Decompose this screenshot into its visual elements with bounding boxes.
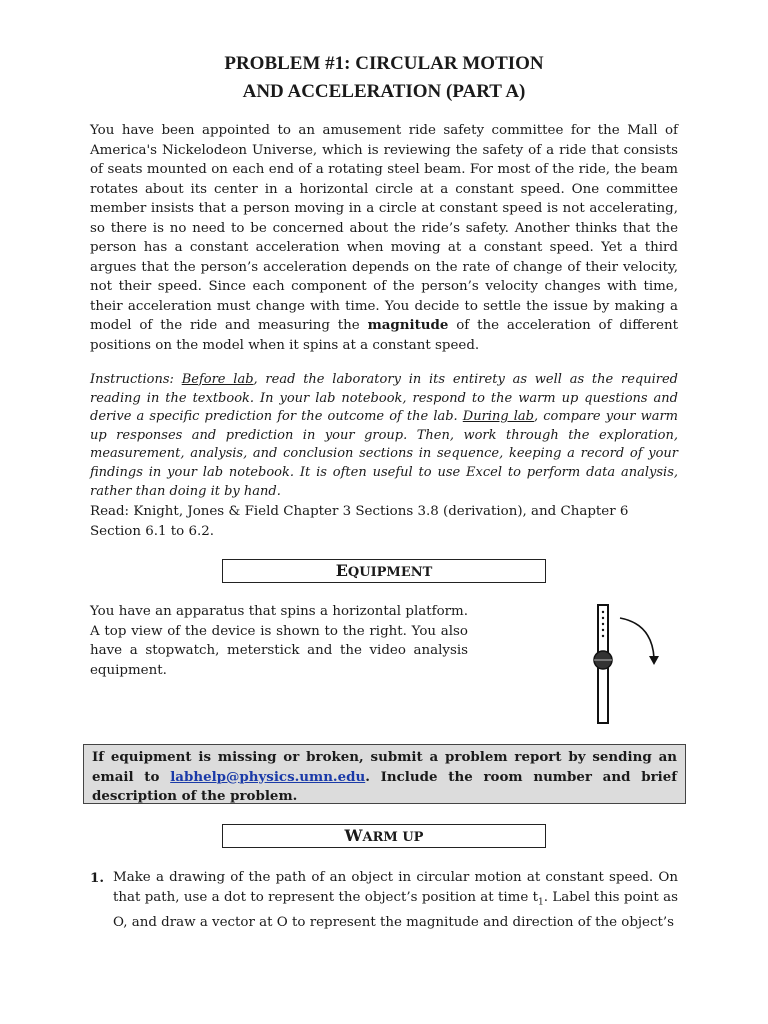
question-subscript: 1: [538, 897, 544, 908]
alert-text-b: . Include the room number and brief description of the problem.: [92, 768, 678, 804]
intro-paragraph: [90, 121, 678, 355]
instructions-text-b: , compare your warm up responses and prediction in your group. Then, work through the exploration, measurement, analysis, and conclusion sections in sequence, keeping a record of your findings in your lab notebook. It is often useful to use Excel to perform data analysis, rather than doing it by hand.: [90, 409, 678, 499]
equipment-heading: [222, 559, 546, 583]
before-lab-label: Before lab: [181, 372, 254, 387]
rotating-platform-diagram: [590, 602, 665, 727]
alert-text-a: If equipment is missing or broken, submit a problem report by sending an email to: [92, 749, 677, 785]
question-text: [113, 868, 678, 933]
warmup-heading-rest: ARM UP: [362, 830, 424, 845]
warmup-heading-initial: W: [344, 826, 363, 845]
question-text-b: . Label this point as O, and draw a vector at O to represent the magnitude and direction of the object’s: [113, 890, 678, 930]
intro-bold-word: magnitude: [367, 317, 449, 333]
labhelp-email-link[interactable]: labhelp@physics.umn.edu: [170, 768, 366, 785]
title-line-1: PROBLEM #1: CIRCULAR MOTION: [224, 53, 544, 74]
title-line-2: AND ACCELERATION (PART A): [242, 81, 526, 102]
equipment-description: You have an apparatus that spins a horizontal platform. A top view of the device is shown to the right. You also have a stopwatch, meterstick and the video analysis equipment.: [90, 604, 468, 678]
instructions-text-a: , read the laboratory in its entirety as well as the required reading in the textbook. In your lab notebook, respond to the warm up questions and derive a specific prediction for the outcome of the lab.: [90, 372, 678, 425]
page-title: [0, 50, 768, 106]
reading-assignment: Read: Knight, Jones & Field Chapter 3 Sections 3.8 (derivation), and Chapter 6 Section 6.1 to 6.2.: [90, 504, 629, 539]
instructions-paragraph: [90, 371, 678, 501]
equipment-heading-rest: QUIPMENT: [347, 565, 433, 580]
rotation-arrow: [620, 618, 654, 658]
arrow-head: [649, 656, 659, 665]
equipment-heading-initial: E: [335, 561, 348, 580]
intro-text-a: You have been appointed to an amusement ride safety committee for the Mall of America's Nickelodeon Universe, which is reviewing the safety of a ride that consists of seats mounted on each end of a rotating steel beam. For most of the ride, the beam rotates about its center in a horizontal circle at a constant speed. One committee member insists that a person moving in a circle at constant speed is not accelerating, so there is no need to be concerned about the ride’s safety. Another thinks that the person has a constant acceleration when moving at a constant speed. Yet a third argues that the person’s acceleration depends on the rate of change of their velocity, not their speed. Since each component of the person’s velocity changes with time, their acceleration must change with time. You decide to settle the issue by making a model of the ride and measuring the: [90, 123, 678, 333]
equipment-alert-box: [83, 744, 686, 804]
during-lab-label: During lab: [462, 409, 534, 425]
question-number: 1.: [90, 870, 104, 886]
warmup-heading: [222, 824, 546, 848]
instructions-label: Instructions:: [90, 372, 182, 387]
intro-text-b: of the acceleration of different positions on the model when it spins at a constant speed.: [90, 318, 678, 353]
question-text-a: Make a drawing of the path of an object in circular motion at constant speed. On that path, use a dot to represent the object’s position at time t: [113, 870, 678, 905]
